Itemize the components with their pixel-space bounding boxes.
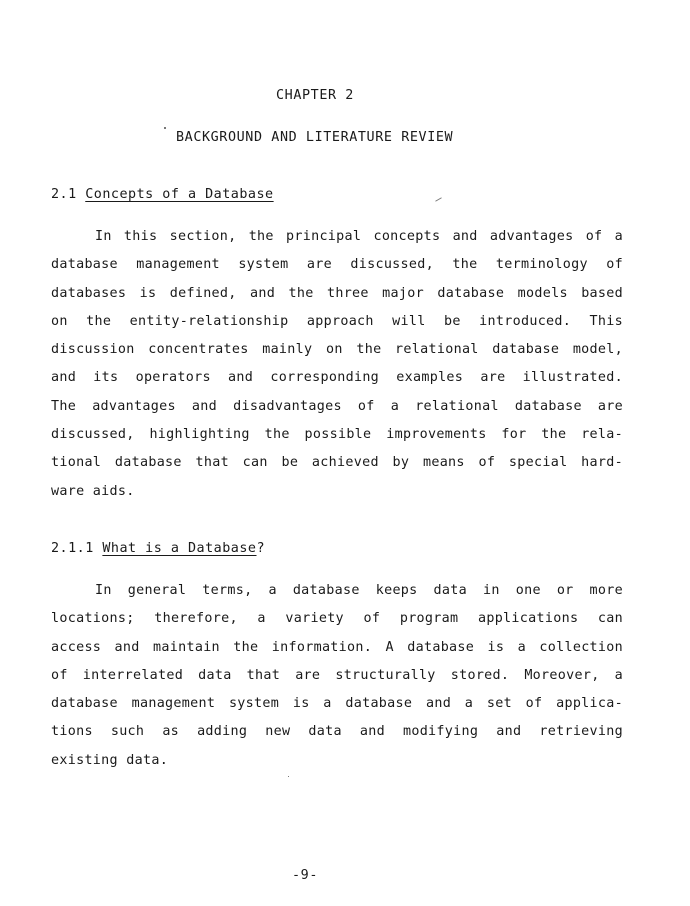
paragraph-line: tional database that can be achieved by means of special hard-	[51, 455, 623, 471]
paragraph-line: on the entity-relationship approach will be introduced. This	[51, 313, 623, 329]
paragraph-line: of interrelated data that are structurally stored. Moreover, a	[51, 667, 623, 683]
paragraph-line: In this section, the principal concepts and advantages of a	[95, 229, 623, 244]
paragraph-line: database management system is a database and a set of applica-	[51, 696, 623, 712]
section-number: 2.1	[51, 187, 77, 202]
section-2-1-1-paragraph	[51, 577, 623, 775]
paragraph-line: access and maintain the information. A database is a collection	[51, 639, 623, 655]
page-number: -9-	[292, 868, 318, 883]
paragraph-line: discussed, highlighting the possible improvements for the rela-	[51, 427, 623, 443]
paragraph-line: database management system are discussed, the terminology of	[51, 257, 623, 273]
paragraph-line: ware aids.	[51, 483, 135, 499]
section-2-1-1-heading	[51, 541, 265, 556]
paragraph-line: databases is defined, and the three major database models based	[51, 285, 623, 301]
section-title: Concepts of a Database	[85, 187, 274, 202]
section-title-suffix: ?	[256, 541, 266, 556]
section-number: 2.1.1	[51, 541, 94, 556]
paragraph-line: existing data.	[51, 752, 169, 768]
paragraph-line: locations; therefore, a variety of program applications can	[51, 611, 623, 627]
scan-speck	[435, 197, 442, 201]
paragraph-line: In general terms, a database keeps data in one or more	[95, 583, 623, 598]
paragraph-line: and its operators and corresponding examples are illustrated.	[51, 370, 623, 386]
chapter-label: CHAPTER 2	[276, 88, 354, 103]
paragraph-line: The advantages and disadvantages of a relational database are	[51, 398, 623, 414]
scan-speck	[164, 127, 166, 129]
paragraph-line: discussion concentrates mainly on the relational database model,	[51, 342, 623, 358]
scan-speck	[288, 776, 289, 777]
paragraph-line: tions such as adding new data and modifying and retrieving	[51, 724, 623, 740]
section-2-1-heading	[51, 187, 274, 202]
section-title: What is a Database	[102, 541, 257, 556]
section-2-1-paragraph	[51, 223, 623, 506]
chapter-title: BACKGROUND AND LITERATURE REVIEW	[176, 130, 454, 145]
